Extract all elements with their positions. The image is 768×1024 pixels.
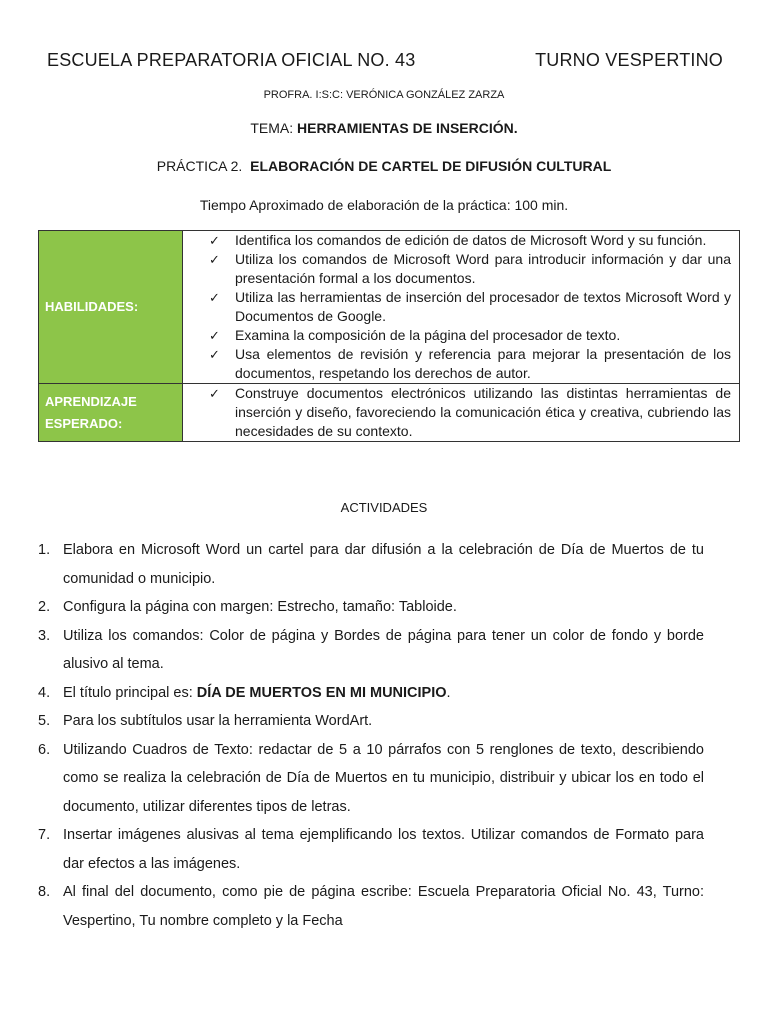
checkmark-icon: ✓ <box>209 328 220 343</box>
actividades-title: ACTIVIDADES <box>340 500 428 515</box>
activity-item <box>38 622 704 679</box>
check-item <box>209 345 731 383</box>
activity-number: 5. <box>38 713 51 729</box>
activity-text: Configura la página con margen: Estrecho, tamaño: Tabloide. <box>63 599 457 615</box>
activity-number: 4. <box>38 684 51 701</box>
checkmark-icon: ✓ <box>209 290 220 305</box>
aprendizaje-list <box>209 384 731 441</box>
activity-text: Al final del documento, como pie de página escribe: Escuela Preparatoria Oficial No. 43, Turno: Vespertino, Tu nombre completo y la Fecha <box>63 884 704 929</box>
tiempo-line: Tiempo Aproximado de elaboración de la práctica: 100 min. <box>199 197 569 213</box>
activity-item <box>38 536 704 593</box>
aprendizaje-row <box>39 384 740 442</box>
check-item <box>209 384 731 441</box>
activity-text: Utilizando Cuadros de Texto: redactar de 5 a 10 párrafos con 5 renglones de texto, describiendo como se realiza la celebración de Día de Muertos en tu municipio, distribuir y ubicar los en todo el documento, utilizar diferentes tipos de letras. <box>63 741 704 815</box>
check-item <box>209 326 731 345</box>
aprendizaje-content <box>183 384 740 442</box>
activity-number: 6. <box>38 741 51 758</box>
tema-label: TEMA: <box>250 120 294 136</box>
skills-table <box>38 230 740 442</box>
activity-item <box>38 878 704 935</box>
activity-item <box>38 679 704 708</box>
aprendizaje-label: APRENDIZAJE ESPERADO: <box>39 384 183 442</box>
checkmark-icon: ✓ <box>209 233 220 248</box>
check-item-text: Identifica los comandos de edición de datos de Microsoft Word y su función. <box>235 232 707 248</box>
practica-line <box>0 158 768 174</box>
check-item-text: Construye documentos electrónicos utilizando las distintas herramientas de inserción y diseño, favoreciendo la comunicación ética y creativa, cubriendo las necesidades de su contexto. <box>235 385 731 439</box>
activity-item <box>38 593 704 622</box>
teacher-name: PROFRA. I:S:C: VERÓNICA GONZÁLEZ ZARZA <box>263 89 505 101</box>
school-name: ESCUELA PREPARATORIA OFICIAL NO. 43 <box>47 50 416 70</box>
activity-number: 3. <box>38 627 51 644</box>
check-item-text: Utiliza los comandos de Microsoft Word para introducir información y dar una presentación formal a los documentos. <box>235 251 731 286</box>
practica-label: PRÁCTICA 2. <box>156 158 243 174</box>
habilidades-list <box>209 231 731 383</box>
activity-number: 2. <box>38 599 51 615</box>
check-item <box>209 231 731 250</box>
activity-text: Para los subtítulos usar la herramienta WordArt. <box>63 713 373 729</box>
actividades-list <box>38 536 704 935</box>
checkmark-icon: ✓ <box>209 252 220 267</box>
activity-item <box>38 736 704 822</box>
check-item <box>209 250 731 288</box>
activity-text: Insertar imágenes alusivas al tema ejemplificando los textos. Utilizar comandos de Formato para dar efectos a las imágenes. <box>63 827 704 872</box>
activity-number: 8. <box>38 884 51 900</box>
activity-text-after: . <box>446 684 451 701</box>
habilidades-row <box>39 231 740 384</box>
activity-number: 7. <box>38 827 51 843</box>
check-item <box>209 288 731 326</box>
habilidades-label: HABILIDADES: <box>39 231 183 384</box>
activity-number: 1. <box>38 542 51 558</box>
activity-item <box>38 821 704 878</box>
activity-bold-text: DÍA DE MUERTOS EN MI MUNICIPIO <box>196 684 447 701</box>
practica-value: ELABORACIÓN DE CARTEL DE DIFUSIÓN CULTURAL <box>250 158 612 174</box>
checkmark-icon: ✓ <box>209 347 220 362</box>
tema-value: HERRAMIENTAS DE INSERCIÓN. <box>297 120 518 136</box>
habilidades-content <box>183 231 740 384</box>
activity-text: Utiliza los comandos: Color de página y Bordes de página para tener un color de fondo y borde alusivo al tema. <box>63 627 704 672</box>
check-item-text: Usa elementos de revisión y referencia para mejorar la presentación de los documentos, respetando los derechos de autor. <box>235 346 731 381</box>
check-item-text: Utiliza las herramientas de inserción del procesador de textos Microsoft Word y Documentos de Google. <box>235 289 731 324</box>
tema-line <box>0 120 768 136</box>
checkmark-icon: ✓ <box>209 386 220 401</box>
check-item-text: Examina la composición de la página del procesador de texto. <box>235 327 621 343</box>
shift-name: TURNO VESPERTINO <box>535 50 723 70</box>
activity-text: El título principal es: <box>63 684 197 701</box>
activity-text: Elabora en Microsoft Word un cartel para dar difusión a la celebración de Día de Muertos de tu comunidad o municipio. <box>63 542 704 587</box>
activity-item <box>38 707 704 736</box>
header-row <box>47 50 723 74</box>
